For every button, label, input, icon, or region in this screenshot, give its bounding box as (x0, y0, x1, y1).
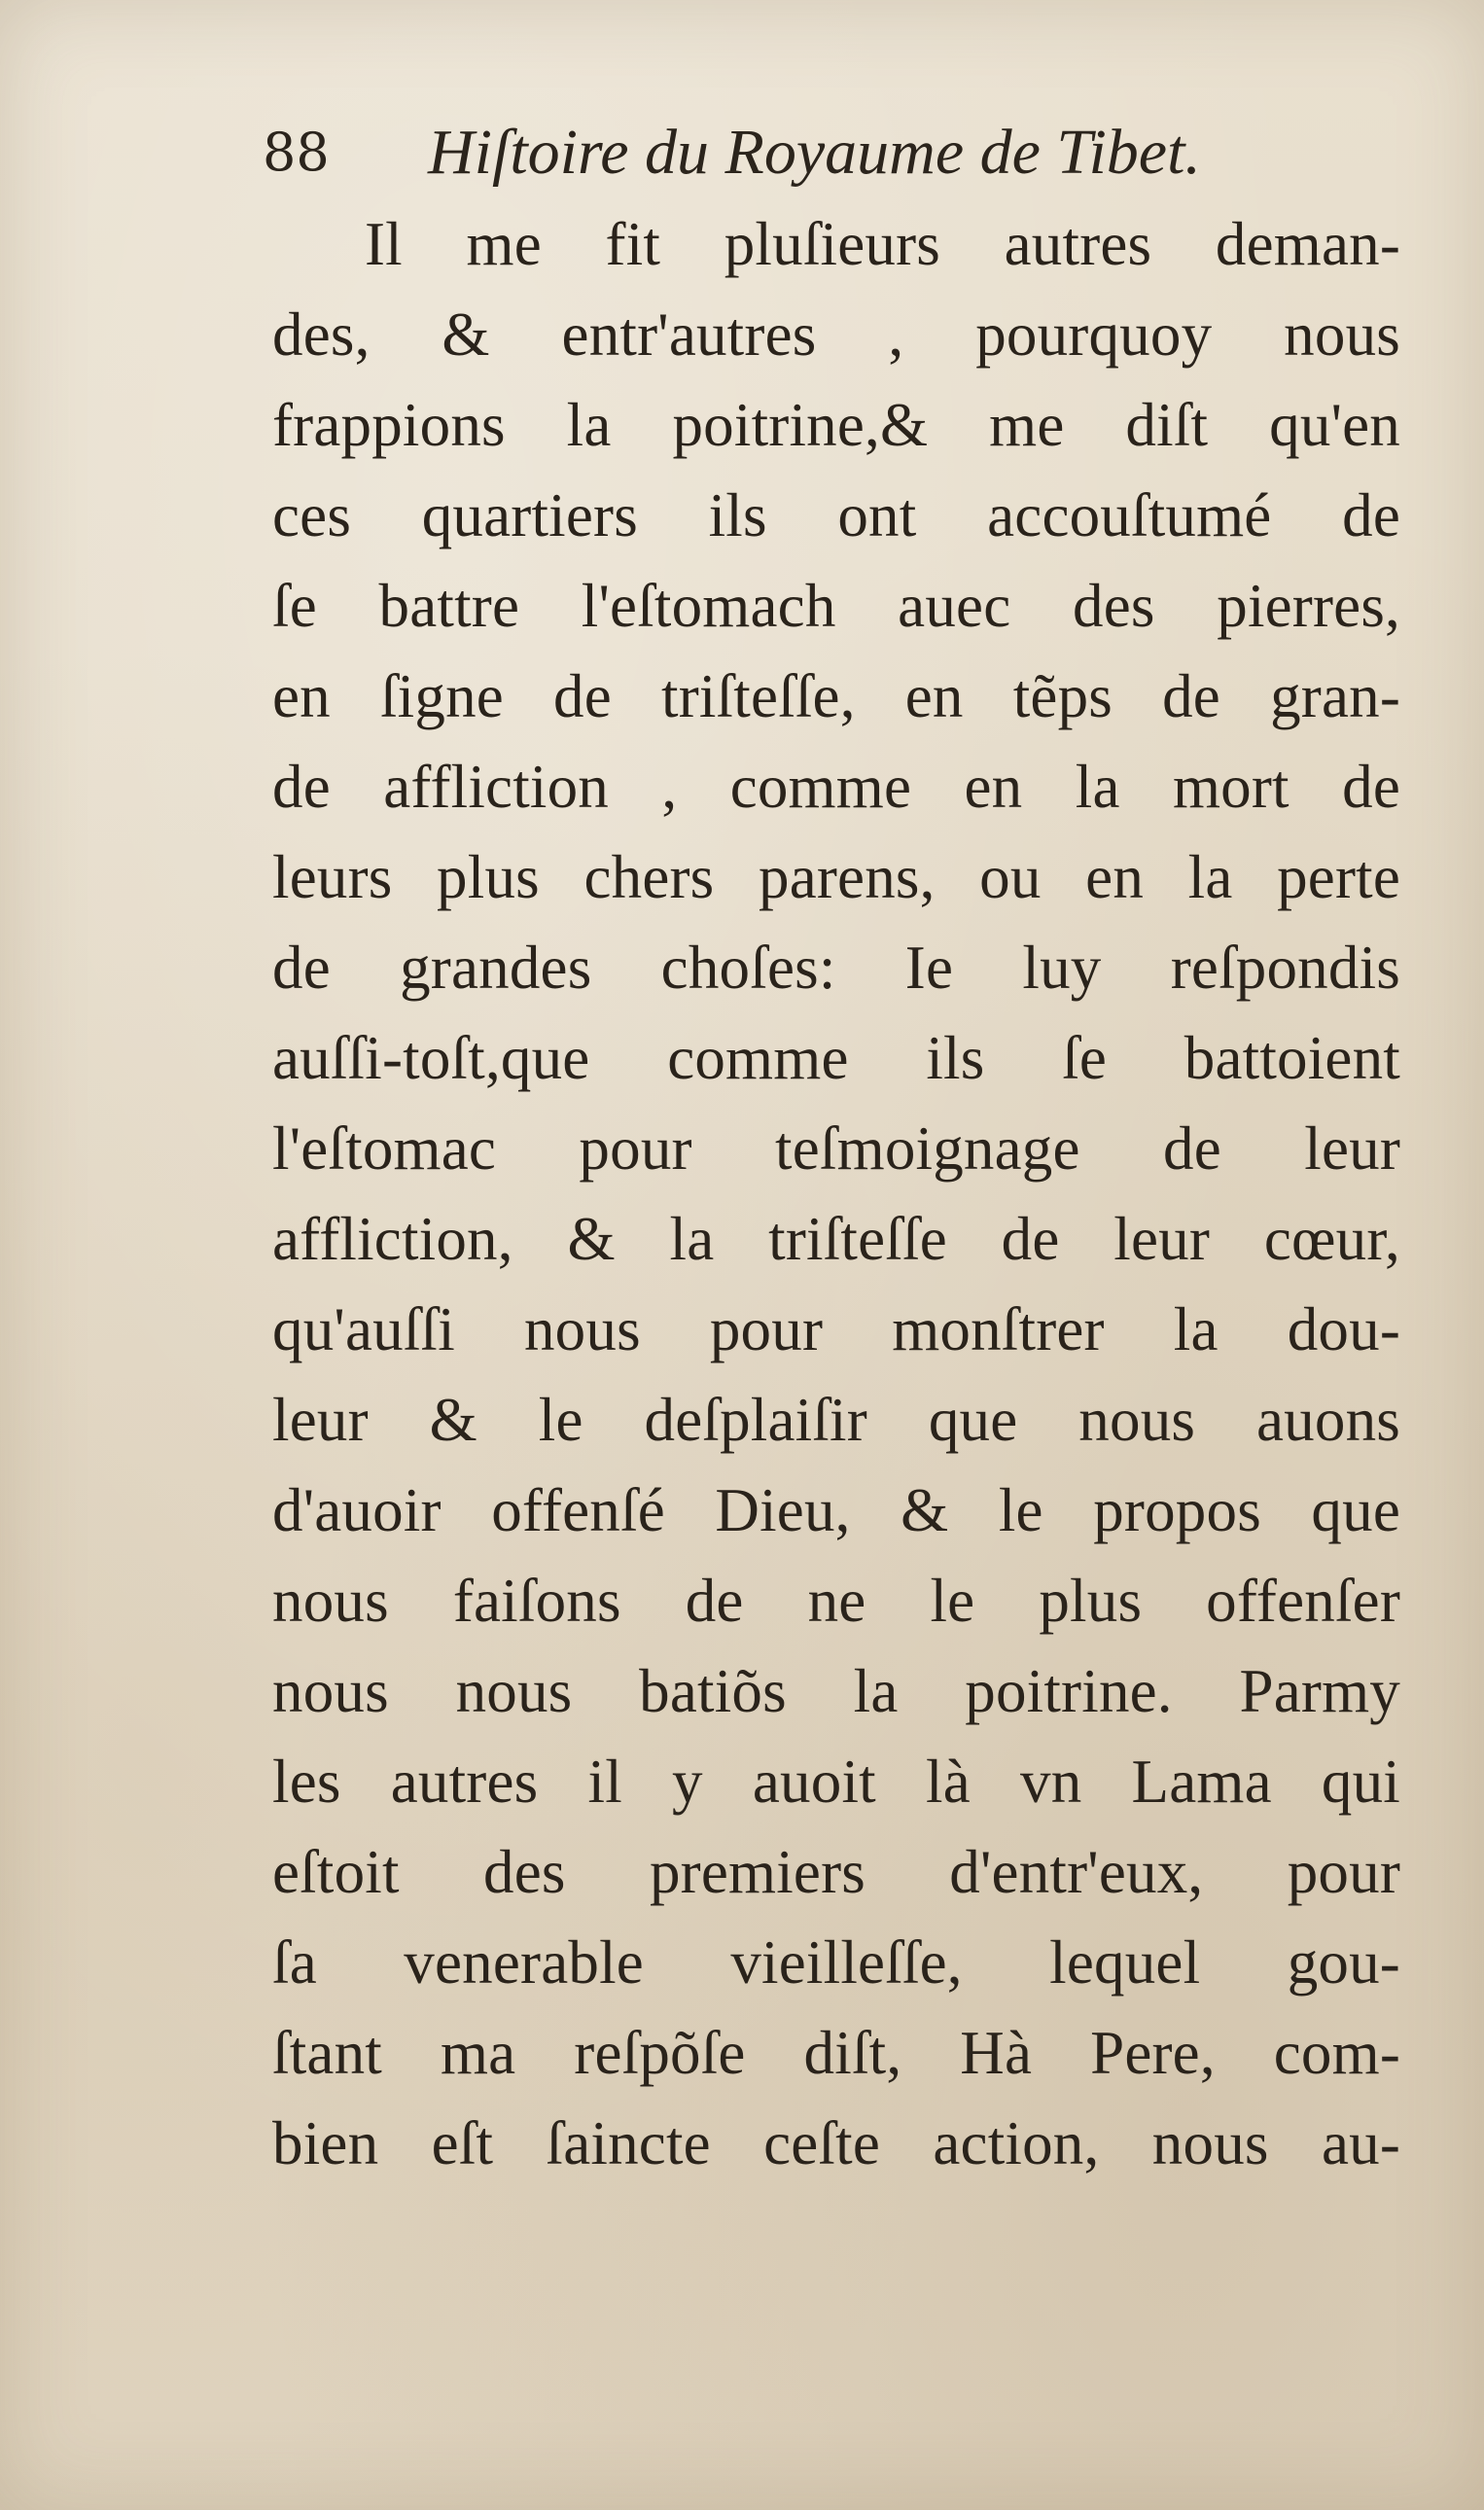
text-line: ſe battre l'eſtomach auec des pierres, (272, 572, 1400, 640)
text-line: frappions la poitrine,& me diſt qu'en (272, 391, 1400, 459)
text-line: en ſigne de triſteſſe, en tẽps de gran- (272, 662, 1400, 730)
text-line: auſſi-toſt,que comme ils ſe battoient (272, 1024, 1400, 1092)
text-line: Il me fit pluſieurs autres deman- (365, 210, 1400, 278)
text-line: les autres il y auoit là vn Lama qui (272, 1748, 1400, 1816)
text-line: ſa venerable vieilleſſe, lequel gou- (272, 1928, 1400, 1997)
page-number: 88 (263, 122, 330, 183)
text-line: nous faiſons de ne le plus offenſer (272, 1567, 1400, 1635)
text-line: ces quartiers ils ont accouſtumé de (272, 481, 1400, 549)
text-line: affliction, & la triſteſſe de leur cœur, (272, 1205, 1400, 1273)
text-line: nous nous batiõs la poitrine. Parmy (272, 1657, 1400, 1725)
text-line: de affliction , comme en la mort de (272, 753, 1400, 821)
text-line: bien eſt ſaincte ceſte action, nous au- (272, 2109, 1400, 2177)
text-line: leur & le deſplaiſir que nous auons (272, 1386, 1400, 1454)
text-line: ſtant ma reſpõſe diſt, Hà Pere, com- (272, 2019, 1400, 2087)
text-line: d'auoir offenſé Dieu, & le propos que (272, 1476, 1400, 1544)
text-line: qu'auſſi nous pour monſtrer la dou- (272, 1295, 1400, 1363)
body-text (272, 199, 1400, 2177)
text-line: l'eſtomac pour teſmoignage de leur (272, 1114, 1400, 1183)
text-line: de grandes choſes: Ie luy reſpondis (272, 934, 1400, 1002)
text-line: des, & entr'autres , pourquoy nous (272, 300, 1400, 369)
running-title: Hiſtoire du Royaume de Tibet. (428, 117, 1201, 188)
text-line: eſtoit des premiers d'entr'eux, pour (272, 1838, 1400, 1906)
text-line: leurs plus chers parens, ou en la perte (272, 843, 1400, 911)
page-header (263, 109, 1361, 196)
